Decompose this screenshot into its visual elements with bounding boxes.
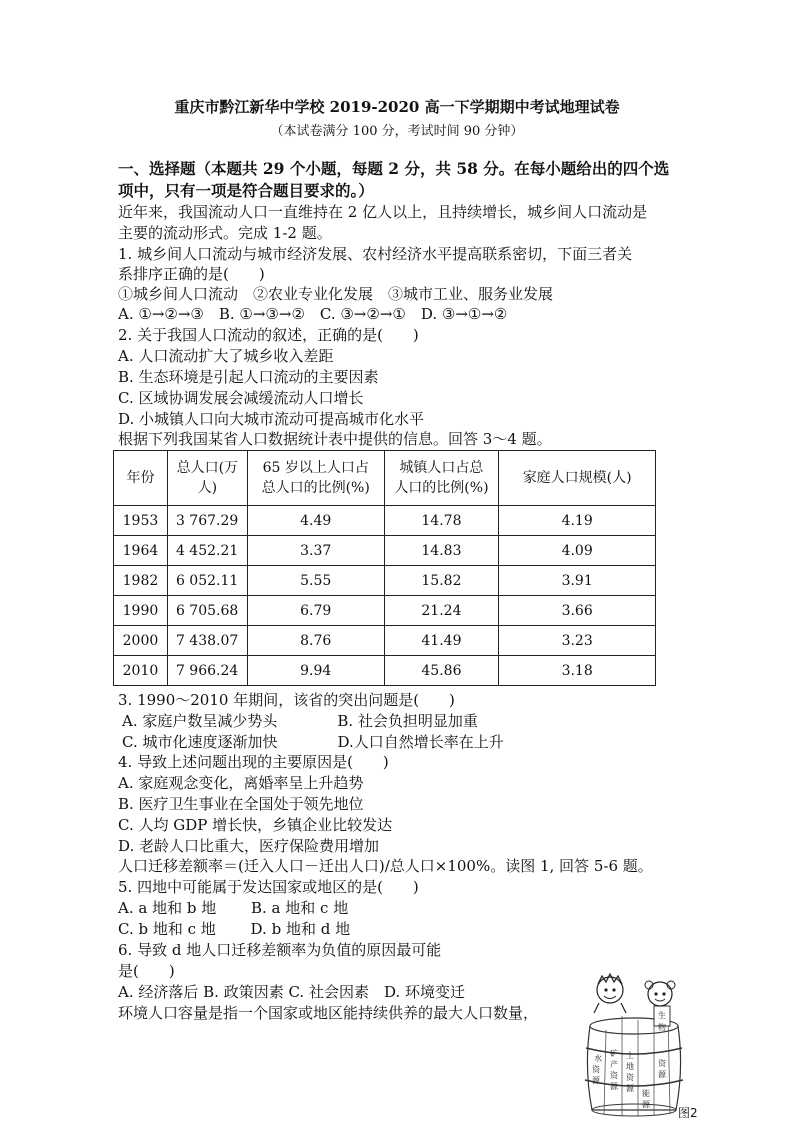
table-row	[114, 596, 656, 626]
section-heading	[118, 158, 698, 202]
barrel-label-land: 土	[626, 1051, 634, 1060]
header-total-population: 总人口(万 人)	[167, 451, 247, 506]
cell-household-size: 3.66	[499, 596, 656, 626]
cell-household-size: 4.09	[499, 536, 656, 566]
svg-text:资: 资	[658, 1059, 666, 1068]
barrel-label-energy: 能	[642, 1089, 650, 1098]
cell-household-size: 4.19	[499, 506, 656, 536]
q4-option-a: A. 家庭观念变化，离婚率呈上升趋势	[118, 774, 364, 792]
exam-title: 重庆市黔江新华中学校 2019-2020 高一下学期期中考试地理试卷	[174, 98, 620, 116]
cell-year: 2010	[114, 656, 168, 686]
q4-option-d: D. 老龄人口比重大，医疗保险费用增加	[118, 837, 380, 855]
cell-elderly-ratio: 8.76	[247, 626, 384, 656]
svg-text:源: 源	[626, 1084, 634, 1093]
header-household-size: 家庭人口规模(人)	[499, 451, 656, 506]
q3-stem: 3. 1990～2010 年期间，该省的突出问题是( )	[118, 691, 455, 709]
q2-option-b: B. 生态环境是引起人口流动的主要因素	[118, 368, 379, 386]
cell-urban-ratio: 14.78	[384, 506, 499, 536]
cell-year: 1953	[114, 506, 168, 536]
barrel-label-water: 水	[594, 1054, 602, 1063]
barrel-figure	[580, 968, 705, 1118]
q1-stem-line1: 1. 城乡间人口流动与城市经济发展、农村经济水平提高联系密切，下面三者关	[118, 245, 633, 263]
svg-text:源: 源	[658, 1070, 666, 1079]
svg-text:源: 源	[610, 1082, 618, 1091]
svg-text:源: 源	[592, 1076, 600, 1085]
table-header-row	[114, 451, 656, 506]
cell-year: 1964	[114, 536, 168, 566]
cell-total-population: 6 052.11	[167, 566, 247, 596]
header-year: 年份	[114, 451, 168, 506]
barrel-body	[587, 1026, 680, 1110]
barrel-label-mineral: 矿	[610, 1049, 618, 1058]
section-heading-line2: 项中，只有一项是符合题目要求的。）	[118, 181, 374, 200]
q2-option-c: C. 区域协调发展会减缓流动人口增长	[118, 389, 364, 407]
q5-stem: 5. 四地中可能属于发达国家或地区的是( )	[118, 878, 419, 896]
cell-total-population: 6 705.68	[167, 596, 247, 626]
q6-stem-line1: 6. 导致 d 地人口迁移差额率为负值的原因最可能	[118, 941, 442, 959]
cell-elderly-ratio: 4.49	[247, 506, 384, 536]
cell-urban-ratio: 41.49	[384, 626, 499, 656]
barrel-label-biology: 生	[658, 1011, 666, 1020]
cell-household-size: 3.18	[499, 656, 656, 686]
cell-total-population: 7 438.07	[167, 626, 247, 656]
section-heading-line1: 一、选择题（本题共 29 个小题，每题 2 分，共 58 分。在每小题给出的四个选	[118, 159, 670, 178]
population-table	[113, 450, 656, 686]
cell-elderly-ratio: 9.94	[247, 656, 384, 686]
header-urban-ratio: 城镇人口占总 人口的比例(%)	[384, 451, 499, 506]
cell-total-population: 3 767.29	[167, 506, 247, 536]
svg-text:产: 产	[610, 1060, 618, 1069]
header-elderly-ratio: 65 岁以上人口占 总人口的比例(%)	[247, 451, 384, 506]
cell-year: 1990	[114, 596, 168, 626]
svg-text:源: 源	[642, 1100, 650, 1109]
cell-total-population: 4 452.21	[167, 536, 247, 566]
svg-text:资: 资	[610, 1071, 618, 1080]
cell-elderly-ratio: 5.55	[247, 566, 384, 596]
table-row	[114, 506, 656, 536]
q3-options-row2: C. 城市化速度逐渐加快 D.人口自然增长率在上升	[122, 733, 504, 751]
q1-options: A. ①→②→③ B. ①→③→② C. ③→②→① D. ③→①→②	[118, 305, 508, 323]
svg-text:物: 物	[658, 1023, 666, 1032]
cell-urban-ratio: 21.24	[384, 596, 499, 626]
cell-urban-ratio: 14.83	[384, 536, 499, 566]
q2-option-a: A. 人口流动扩大了城乡收入差距	[118, 347, 334, 365]
q3-options-row1: A. 家庭户数呈减少势头 B. 社会负担明显加重	[122, 712, 478, 730]
q5-options-row2: C. b 地和 c 地 D. b 地和 d 地	[118, 920, 351, 938]
q1-stem-line2: 系排序正确的是( )	[118, 265, 265, 283]
table-row	[114, 656, 656, 686]
cell-urban-ratio: 45.86	[384, 656, 499, 686]
intro-line1: 近年来，我国流动人口一直维持在 2 亿人以上，且持续增长，城乡间人口流动是	[118, 203, 648, 221]
cell-household-size: 3.91	[499, 566, 656, 596]
svg-text:资: 资	[592, 1065, 600, 1074]
q5-options-row1: A. a 地和 b 地 B. a 地和 c 地	[118, 899, 349, 917]
figure-label: 图2	[678, 1106, 698, 1120]
child-head	[597, 977, 623, 1003]
cell-elderly-ratio: 6.79	[247, 596, 384, 626]
child-head	[648, 982, 672, 1006]
q6-options: A. 经济落后 B. 政策因素 C. 社会因素 D. 环境变迁	[118, 983, 465, 1001]
cell-total-population: 7 966.24	[167, 656, 247, 686]
svg-text:资: 资	[626, 1073, 634, 1082]
cell-urban-ratio: 15.82	[384, 566, 499, 596]
cell-year: 2000	[114, 626, 168, 656]
table-row	[114, 626, 656, 656]
table-row	[114, 566, 656, 596]
intro-line2: 主要的流动形式。完成 1-2 题。	[118, 224, 332, 242]
svg-text:地: 地	[626, 1062, 634, 1071]
q2-stem: 2. 关于我国人口流动的叙述，正确的是( )	[118, 326, 419, 344]
table-intro: 根据下列我国某省人口数据统计表中提供的信息。回答 3～4 题。	[118, 430, 552, 448]
q6-stem-line2: 是( )	[118, 962, 175, 980]
cell-year: 1982	[114, 566, 168, 596]
migration-intro: 人口迁移差额率＝(迁入人口－迁出人口)/总人口×100%。读图 1, 回答 5-6 题。	[118, 857, 653, 875]
q2-option-d: D. 小城镇人口向大城市流动可提高城市化水平	[118, 410, 425, 428]
q1-items: ①城乡间人口流动 ②农业专业化发展 ③城市工业、服务业发展	[118, 285, 554, 303]
q4-stem: 4. 导致上述问题出现的主要原因是( )	[118, 753, 389, 771]
cell-household-size: 3.23	[499, 626, 656, 656]
q4-option-b: B. 医疗卫生事业在全国处于领先地位	[118, 795, 364, 813]
final-text: 环境人口容量是指一个国家或地区能持续供养的最大人口数量，	[118, 1004, 539, 1022]
cell-elderly-ratio: 3.37	[247, 536, 384, 566]
exam-subtitle: （本试卷满分 100 分，考试时间 90 分钟）	[270, 124, 524, 139]
table-row	[114, 536, 656, 566]
q4-option-c: C. 人均 GDP 增长快，乡镇企业比较发达	[118, 816, 393, 834]
